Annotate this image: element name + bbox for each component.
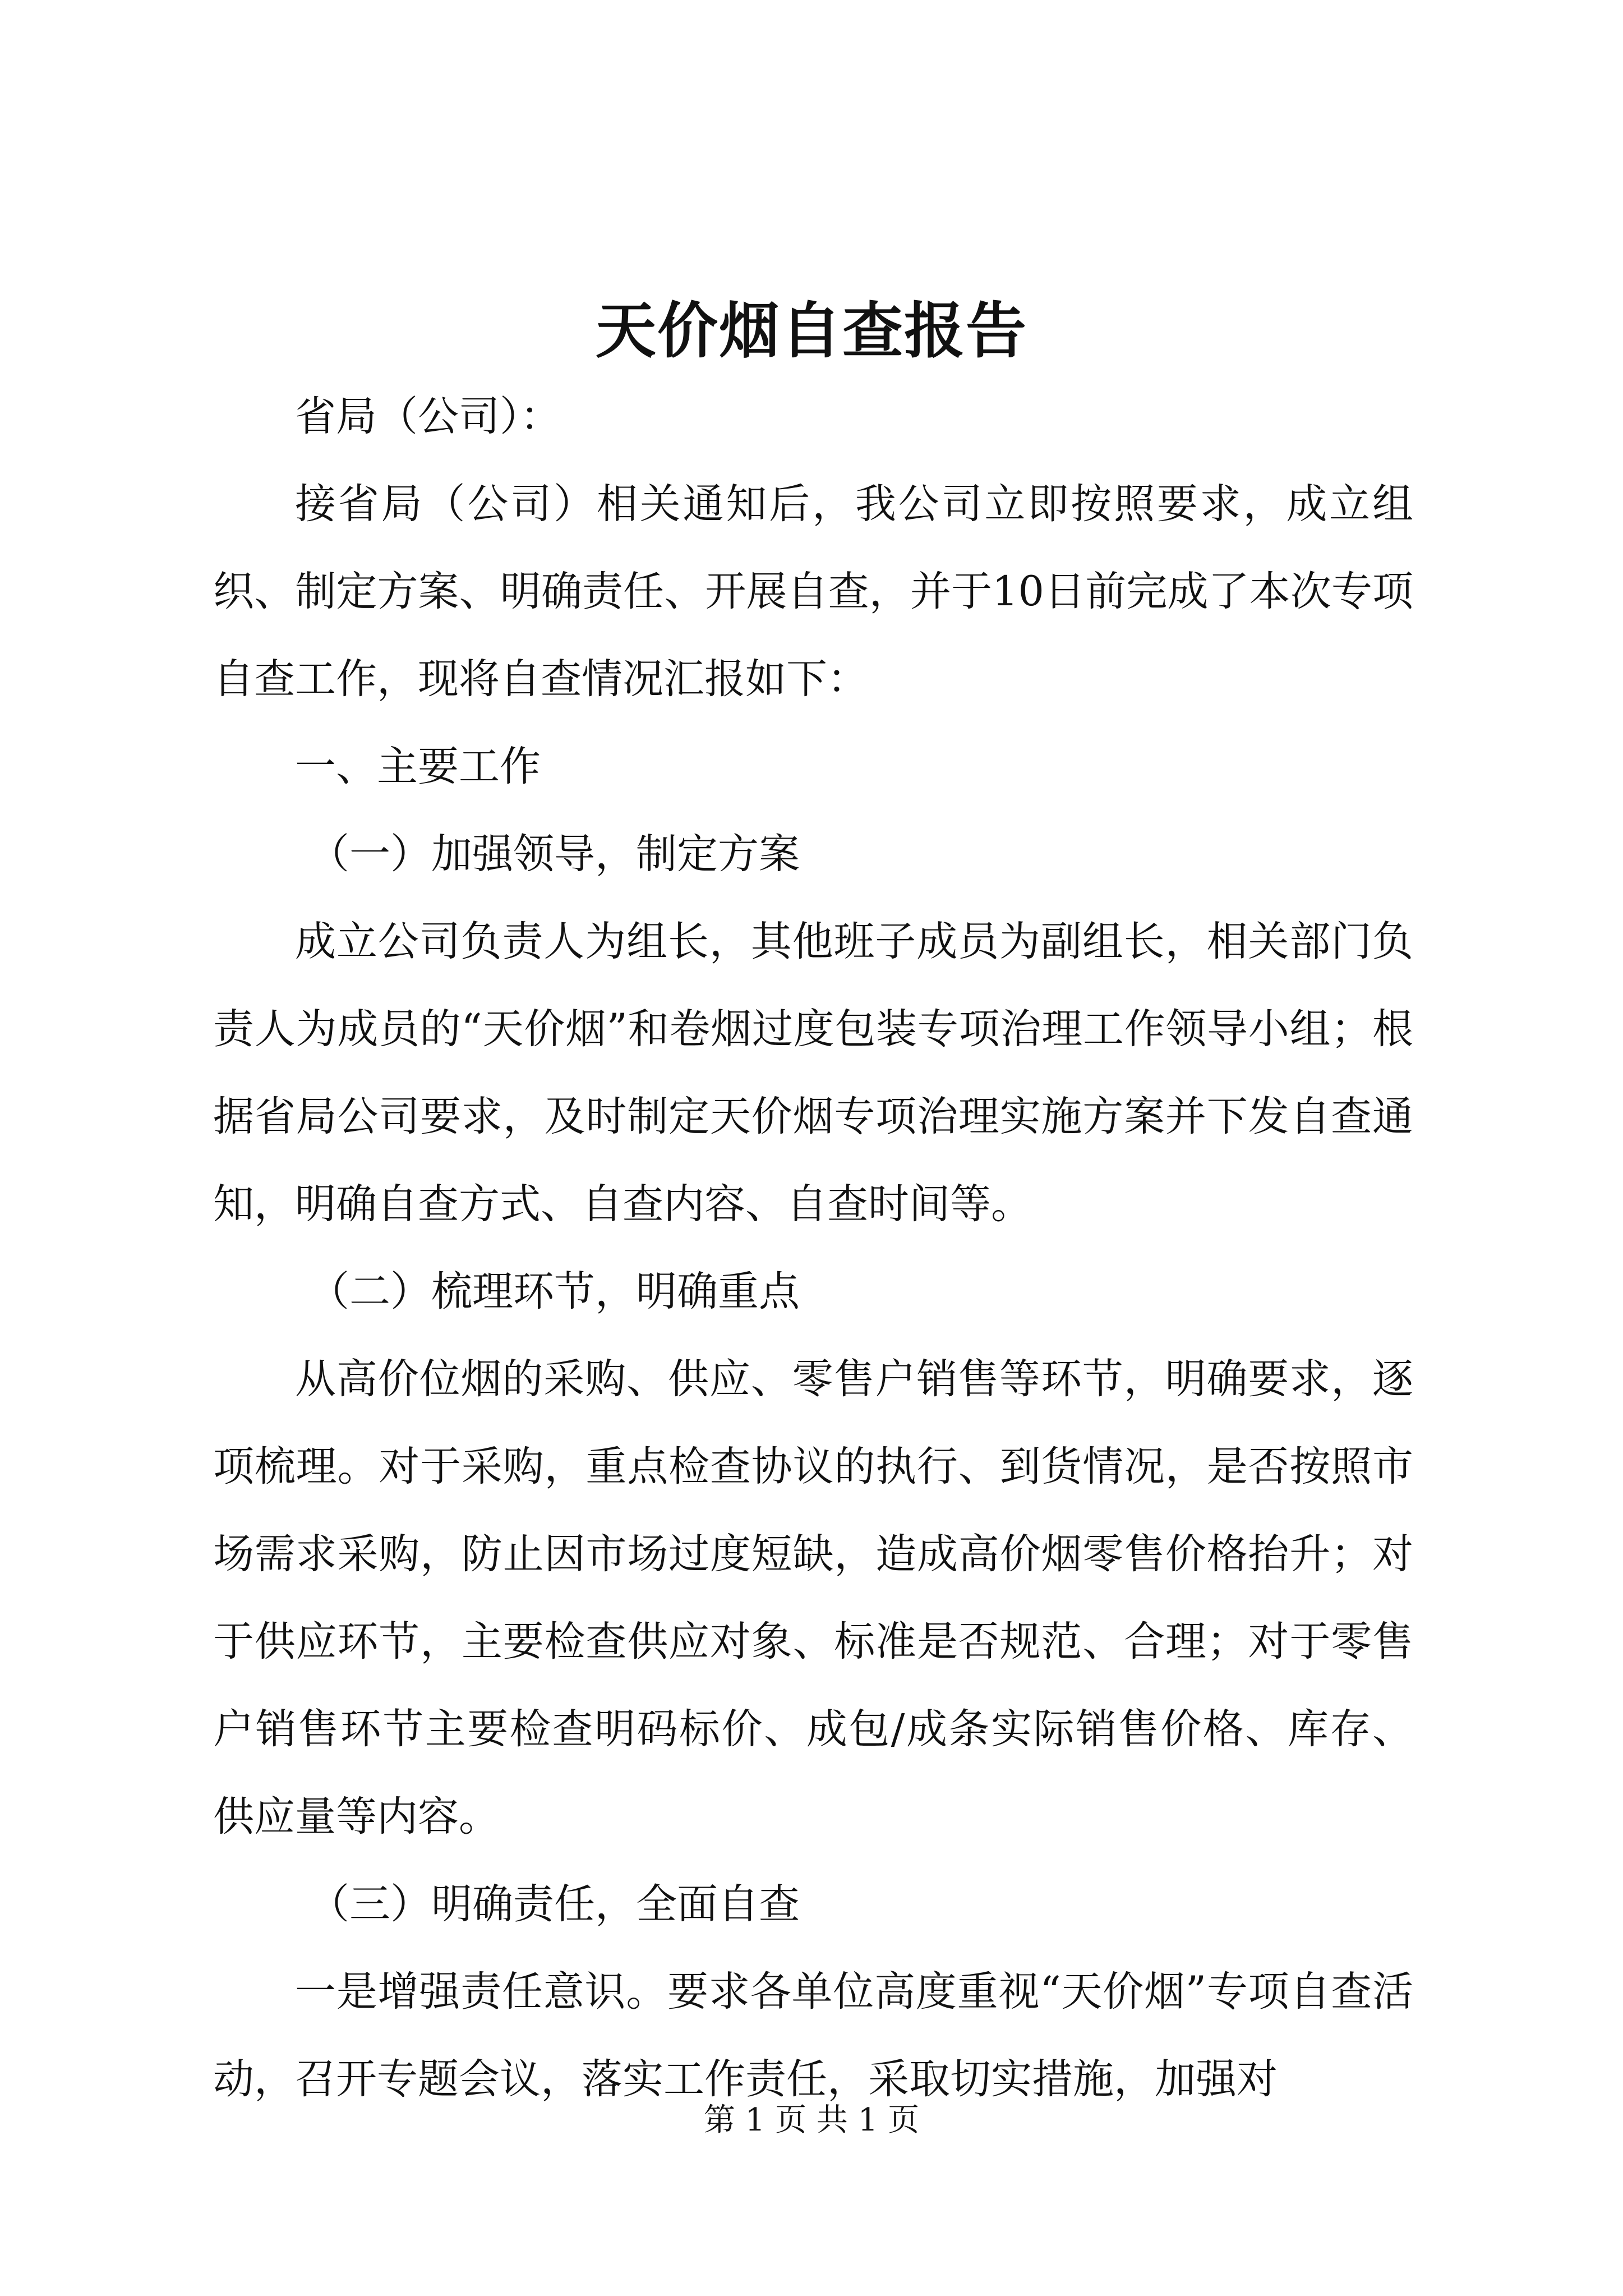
subsection-heading-3: （三）明确责任，全面自查	[308, 1880, 800, 1928]
paragraph-leadership: 成立公司负责人为组长，其他班子成员为副组长，相关部门负责人为成员的“天价烟”和卷烟过度包装专项治理工作领导小组；根据省局公司要求，及时制定天价烟专项治理实施方案并下发自查通知，明确自查方式、自查内容、自查时间等。	[213, 918, 1413, 1228]
document-title: 天价烟自查报告	[595, 296, 1027, 366]
section-heading-main-work: 一、主要工作	[295, 743, 541, 790]
paragraph-intro: 接省局（公司）相关通知后，我公司立即按照要求，成立组织、制定方案、明确责任、开展自查，并于10日前完成了本次专项自查工作，现将自查情况汇报如下：	[213, 480, 1413, 703]
subsection-heading-2: （二）梳理环节，明确重点	[308, 1268, 800, 1315]
salutation: 省局（公司）：	[295, 393, 561, 440]
document-body	[213, 373, 1413, 2123]
subsection-heading-1: （一）加强领导，制定方案	[308, 830, 800, 878]
paragraph-responsibility: 一是增强责任意识。要求各单位高度重视“天价烟”专项自查活动，召开专题会议，落实工作责任，采取切实措施，加强对	[213, 1968, 1413, 2103]
page-footer: 第 1 页 共 1 页	[703, 2102, 920, 2138]
paragraph-links: 从高价位烟的采购、供应、零售户销售等环节，明确要求，逐项梳理。对于采购，重点检查协议的执行、到货情况，是否按照市场需求采购，防止因市场过度短缺，造成高价烟零售价格抬升；对于供应环节，主要检查供应对象、标准是否规范、合理；对于零售户销售环节主要检查明码标价、成包/成条实际销售价格、库存、供应量等内容。	[213, 1355, 1413, 1841]
